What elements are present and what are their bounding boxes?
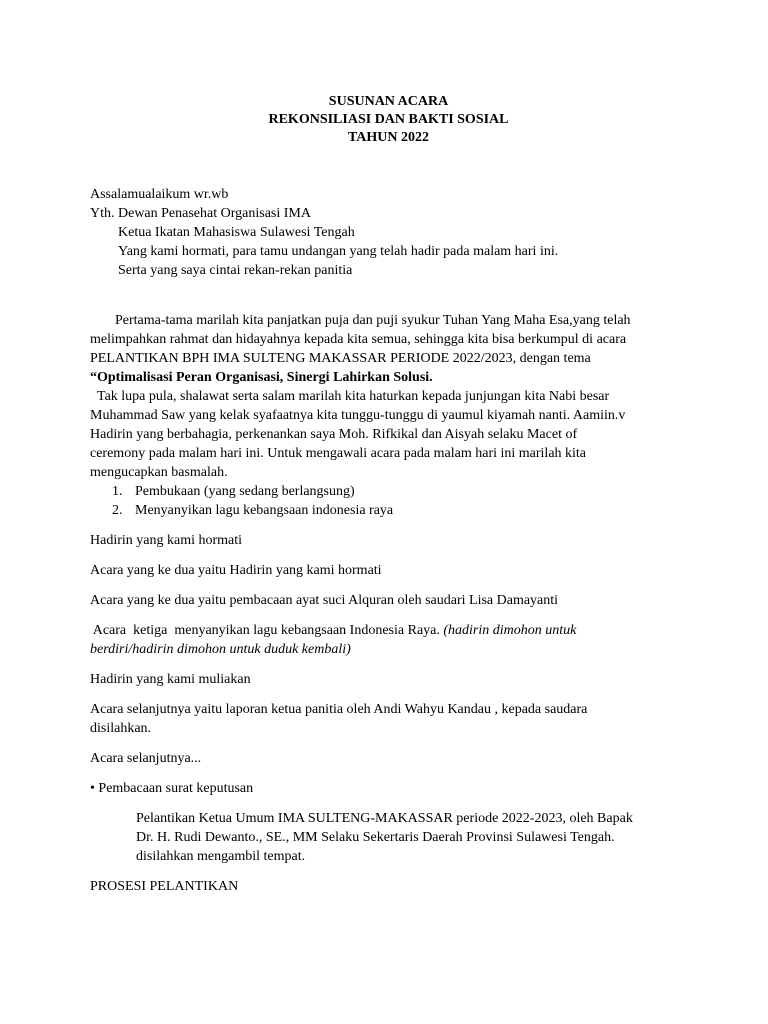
agenda-list [90, 482, 690, 520]
agenda-text: Pembukaan (yang sedang berlangsung) [135, 484, 355, 499]
body-hadirin-hormati: Hadirin yang kami hormati [90, 533, 243, 548]
shalawat-paragraph [90, 387, 690, 482]
body-laporan-line-2: disilahkan. [90, 721, 152, 736]
shalawat-line-1: Tak lupa pula, shalawat serta salam marilah kita haturkan kepada junjungan kita Nabi besar [97, 389, 610, 404]
greeting-yth: Yth. Dewan Penasehat Organisasi IMA [90, 206, 311, 221]
body-acara-selanjutnya: Acara selanjutnya... [90, 751, 202, 766]
pelantikan-paragraph [90, 809, 690, 866]
opening-line-1: Pertama-tama marilah kita panjatkan puja dan puji syukur Tuhan Yang Maha Esa,yang telah [115, 313, 631, 328]
agenda-number: 2. [112, 503, 123, 518]
body-acara-kedua-2: Acara yang ke dua yaitu pembacaan ayat suci Alquran oleh saudari Lisa Damayanti [90, 593, 559, 608]
body-acara-ketiga [90, 621, 690, 640]
body-laporan-line-1: Acara selanjutnya yaitu laporan ketua panitia oleh Andi Wahyu Kandau , kepada saudara [90, 702, 588, 717]
pelantikan-line-2: Dr. H. Rudi Dewanto., SE., MM Selaku Sekertaris Daerah Provinsi Sulawesi Tengah. [136, 830, 615, 845]
shalawat-line-3: Hadirin yang berbahagia, perkenankan saya Moh. Rifkikal dan Aisyah selaku Macet of [90, 427, 578, 442]
acara-ketiga-note-2: berdiri/hadirin dimohon untuk duduk kembali) [90, 642, 351, 657]
title-line-2: REKONSILIASI DAN BAKTI SOSIAL [268, 112, 509, 127]
opening-line-2: melimpahkan rahmat dan hidayahnya kepada kita semua, sehingga kita bisa berkumpul di acara [90, 332, 627, 347]
greeting-salam: Assalamualaikum wr.wb [90, 187, 229, 202]
list-item [90, 501, 690, 520]
document-page [90, 93, 690, 896]
opening-line-3: PELANTIKAN BPH IMA SULTENG MAKASSAR PERIODE 2022/2023, dengan tema [90, 351, 591, 366]
greeting-hadirin: Yang kami hormati, para tamu undangan yang telah hadir pada malam hari ini. [118, 244, 559, 259]
pelantikan-line-3: disilahkan mengambil tempat. [136, 849, 306, 864]
greeting-ketua: Ketua Ikatan Mahasiswa Sulawesi Tengah [118, 225, 355, 240]
acara-ketiga-note: (hadirin dimohon untuk [443, 623, 577, 638]
acara-ketiga-text: Acara ketiga menyanyikan lagu kebangsaan Indonesia Raya. [90, 623, 444, 638]
body-acara-kedua-1: Acara yang ke dua yaitu Hadirin yang kami hormati [90, 563, 382, 578]
agenda-number: 1. [112, 484, 123, 499]
document-title [87, 93, 690, 147]
shalawat-line-2: Muhammad Saw yang kelak syafaatnya kita tunggu-tunggu di yaumul kiyamah nanti. Aamiin.v [90, 408, 626, 423]
body-prosesi-pelantikan: PROSESI PELANTIKAN [90, 879, 239, 894]
greeting-panitia: Serta yang saya cintai rekan-rekan panitia [118, 263, 353, 278]
pelantikan-line-1: Pelantikan Ketua Umum IMA SULTENG-MAKASSAR periode 2022-2023, oleh Bapak [136, 811, 633, 826]
shalawat-line-5: mengucapkan basmalah. [90, 465, 228, 480]
greeting-section [90, 185, 690, 280]
body-bullet-surat-keputusan: • Pembacaan surat keputusan [90, 781, 254, 796]
title-line-1: SUSUNAN ACARA [328, 94, 449, 109]
opening-paragraph [90, 311, 690, 387]
body-hadirin-muliakan: Hadirin yang kami muliakan [90, 672, 251, 687]
title-line-3: TAHUN 2022 [347, 130, 430, 145]
shalawat-line-4: ceremony pada malam hari ini. Untuk mengawali acara pada malam hari ini marilah kita [90, 446, 587, 461]
opening-theme: “Optimalisasi Peran Organisasi, Sinergi Lahirkan Solusi. [90, 370, 433, 385]
list-item [90, 482, 690, 501]
agenda-text: Menyanyikan lagu kebangsaan indonesia raya [135, 503, 394, 518]
